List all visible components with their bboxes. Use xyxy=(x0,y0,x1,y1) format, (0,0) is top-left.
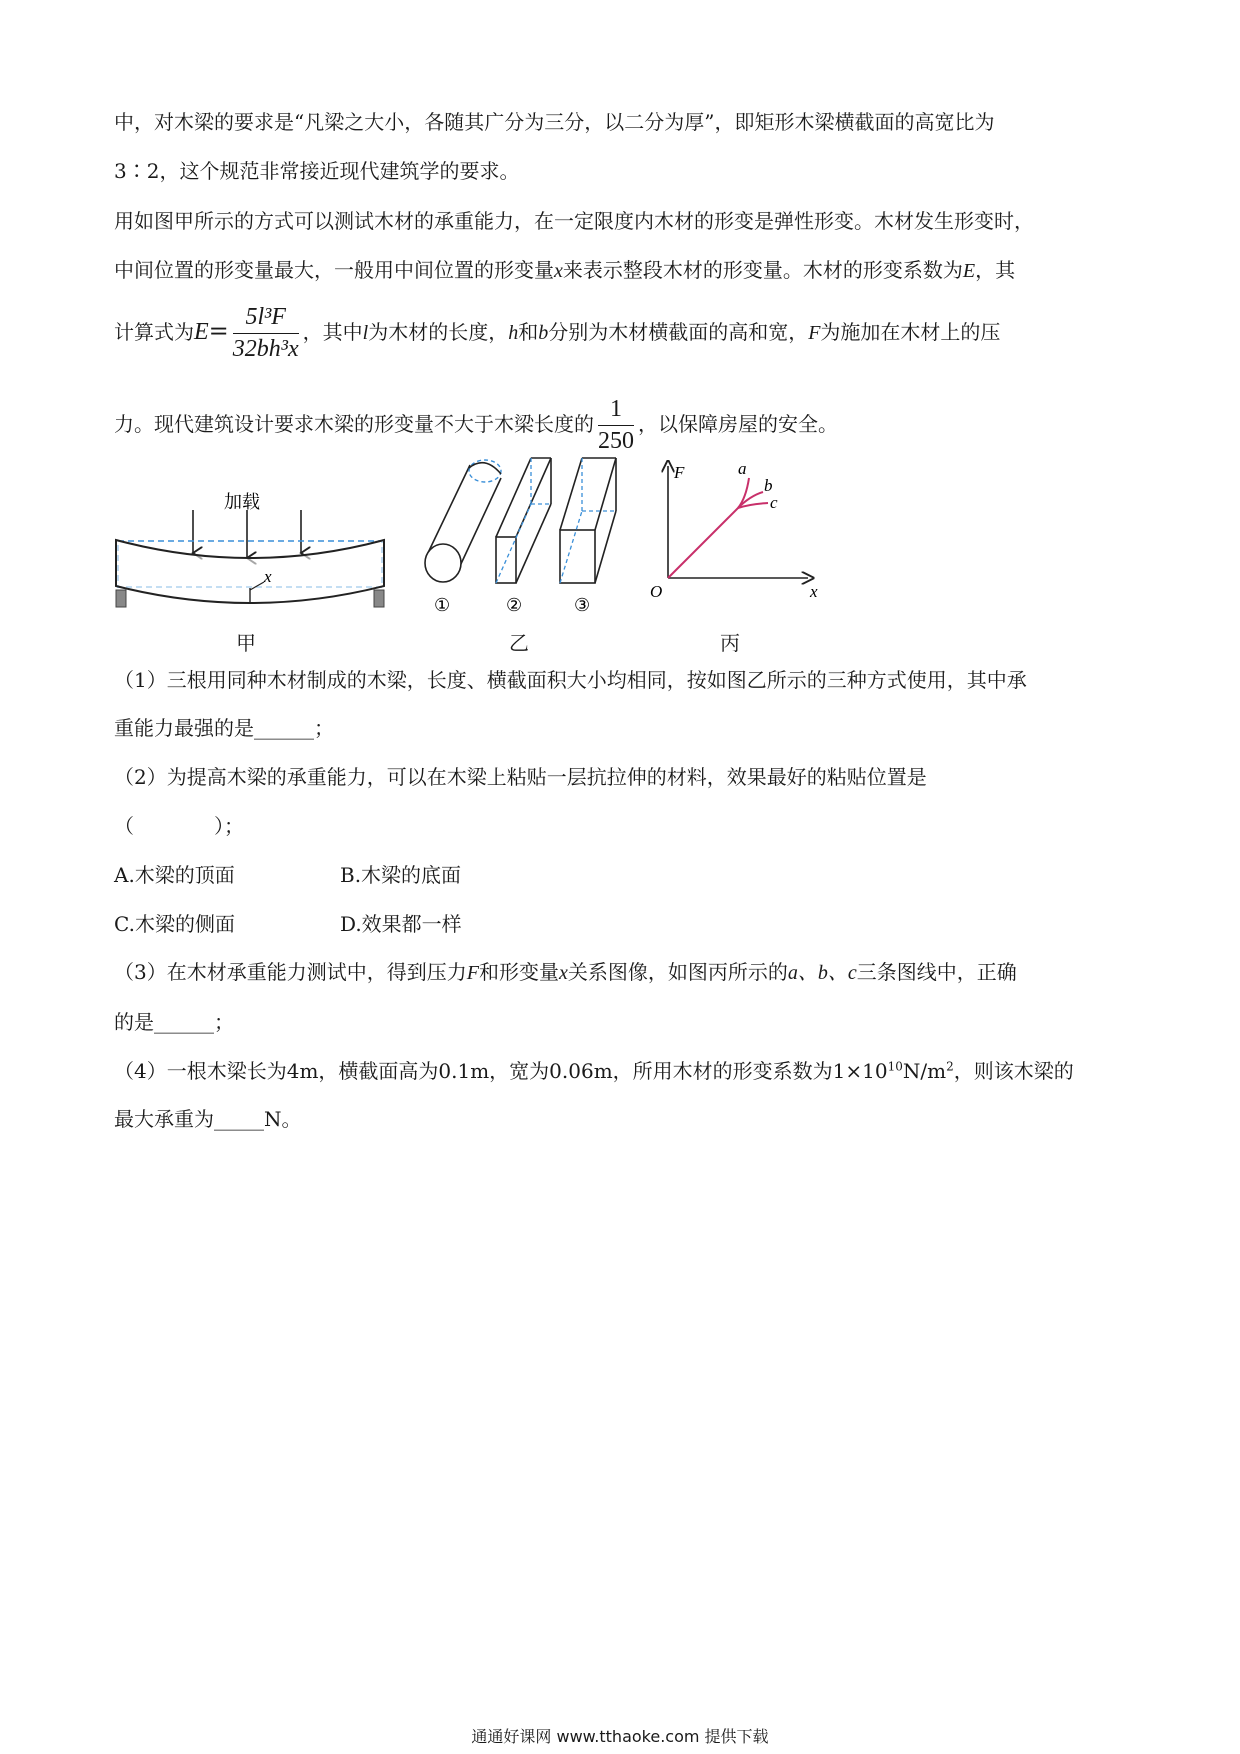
curve-c-label: c xyxy=(770,493,778,512)
text-span: 力。现代建筑设计要求木梁的形变量不大于木梁长度的 xyxy=(114,412,594,436)
paragraph-line-2: 3∶2，这个规范非常接近现代建筑学的要求。 xyxy=(114,159,520,183)
label-3: ③ xyxy=(574,595,591,615)
text-span: 为木材的长度， xyxy=(368,320,509,344)
var-F: F xyxy=(466,962,479,984)
label-1: ① xyxy=(434,595,451,615)
var-E: E xyxy=(194,319,209,345)
text-span: ，其 xyxy=(975,258,1016,282)
figure-jia xyxy=(110,478,390,618)
paragraph-line-1: 中，对木梁的要求是“凡梁之大小，各随其广分为三分，以二分为厚”，即矩形木梁横截面的高宽比为 xyxy=(114,110,995,134)
figure-bing xyxy=(650,460,830,610)
exponent: 10 xyxy=(887,1059,903,1074)
cylinder-beam-1 xyxy=(425,460,501,582)
caption-jia: 甲 xyxy=(236,631,256,655)
axis-F-label: F xyxy=(674,463,685,482)
option-D[interactable]: D.效果都一样 xyxy=(340,912,462,936)
support-left xyxy=(116,590,126,607)
deflection-x-label: x xyxy=(264,567,272,586)
question-3-line-1 xyxy=(114,956,1017,985)
option-B[interactable]: B.木梁的底面 xyxy=(340,863,462,887)
curve-b-label: b xyxy=(764,476,773,495)
figure-yi xyxy=(420,455,650,620)
paragraph-line-5 xyxy=(114,304,1000,363)
unit-exponent: 2 xyxy=(946,1059,954,1074)
text-span: 来表示整段木材的形变量。木材的形变系数为 xyxy=(562,258,963,282)
formula-fraction xyxy=(233,304,299,363)
text-span: ，则该木梁的 xyxy=(953,1059,1074,1083)
tall-beam-2 xyxy=(496,458,551,583)
question-2-line-2: （ ）； xyxy=(114,814,244,838)
question-4-line-2: 最大承重为_____N。 xyxy=(114,1107,302,1131)
ratio-denominator: 250 xyxy=(598,428,634,454)
formula-denominator: 32bh³x xyxy=(232,336,299,362)
var-h: h xyxy=(508,322,519,344)
var-x: x xyxy=(558,962,568,984)
question-2-line-1: （2）为提高木梁的承重能力，可以在木梁上粘贴一层抗拉伸的材料，效果最好的粘贴位置是 xyxy=(114,765,927,789)
flat-beam-3 xyxy=(560,458,616,583)
var-E: E xyxy=(962,260,976,282)
text-span: ，以保障房屋的安全。 xyxy=(638,412,838,436)
option-C[interactable]: C.木梁的侧面 xyxy=(114,912,235,936)
text-span: 三条图线中，正确 xyxy=(856,960,1017,984)
text-span: 为施加在木材上的压 xyxy=(820,320,1001,344)
text-span: （3）在木材承重能力测试中，得到压力 xyxy=(114,960,467,984)
text-span: 和形变量 xyxy=(478,960,559,984)
var-x: x xyxy=(554,260,563,282)
equals-sign: = xyxy=(208,317,229,345)
var-b: b xyxy=(538,322,549,344)
text-span: ，其中 xyxy=(302,320,363,344)
option-A[interactable]: A.木梁的顶面 xyxy=(114,863,235,887)
question-1-line-2: 重能力最强的是______； xyxy=(114,716,334,740)
text-span: 关系图像，如图丙所示的 xyxy=(567,960,788,984)
origin-O-label: O xyxy=(650,582,663,601)
paragraph-line-3: 用如图甲所示的方式可以测试木材的承重能力，在一定限度内木材的形变是弹性形变。木材发生形变时， xyxy=(114,209,1034,233)
text-span: 分别为木材横截面的高和宽， xyxy=(548,320,809,344)
axis-x-label: x xyxy=(810,582,818,601)
load-label: 加载 xyxy=(224,492,260,512)
text-span: （4）一根木梁长为4m，横截面高为0.1m，宽为0.06m，所用木材的形变系数为1×10 xyxy=(114,1059,888,1083)
options-row-2 xyxy=(114,908,462,937)
unit: N/m xyxy=(902,1059,947,1083)
text-span: 中间位置的形变量最大，一般用中间位置的形变量 xyxy=(114,258,554,282)
question-3-line-2: 的是______； xyxy=(114,1010,234,1034)
text-span: 和 xyxy=(518,320,539,344)
paragraph-line-4 xyxy=(114,254,1015,283)
curve-names: a、b、c xyxy=(787,962,857,984)
formula-numerator: 5l³F xyxy=(233,304,299,334)
ratio-numerator: 1 xyxy=(598,396,634,426)
page-footer: 通通好课网 www.tthaoke.com 提供下载 xyxy=(471,1727,769,1746)
label-2: ② xyxy=(506,595,523,615)
question-4-line-1 xyxy=(114,1055,1074,1084)
question-1-line-1: （1）三根用同种木材制成的木梁，长度、横截面积大小均相同，按如图乙所示的三种方式使用，其中承 xyxy=(114,668,1027,692)
curve-a-label: a xyxy=(738,460,747,478)
caption-yi: 乙 xyxy=(509,631,529,655)
caption-bing: 丙 xyxy=(720,631,740,655)
var-F: F xyxy=(808,322,821,344)
paragraph-line-6 xyxy=(114,396,838,455)
text-span: 计算式为 xyxy=(114,320,194,344)
ratio-fraction xyxy=(598,396,634,455)
support-right xyxy=(374,590,384,607)
curve-straight xyxy=(668,508,738,578)
options-row-1 xyxy=(114,859,461,888)
var-l: l xyxy=(362,322,369,344)
